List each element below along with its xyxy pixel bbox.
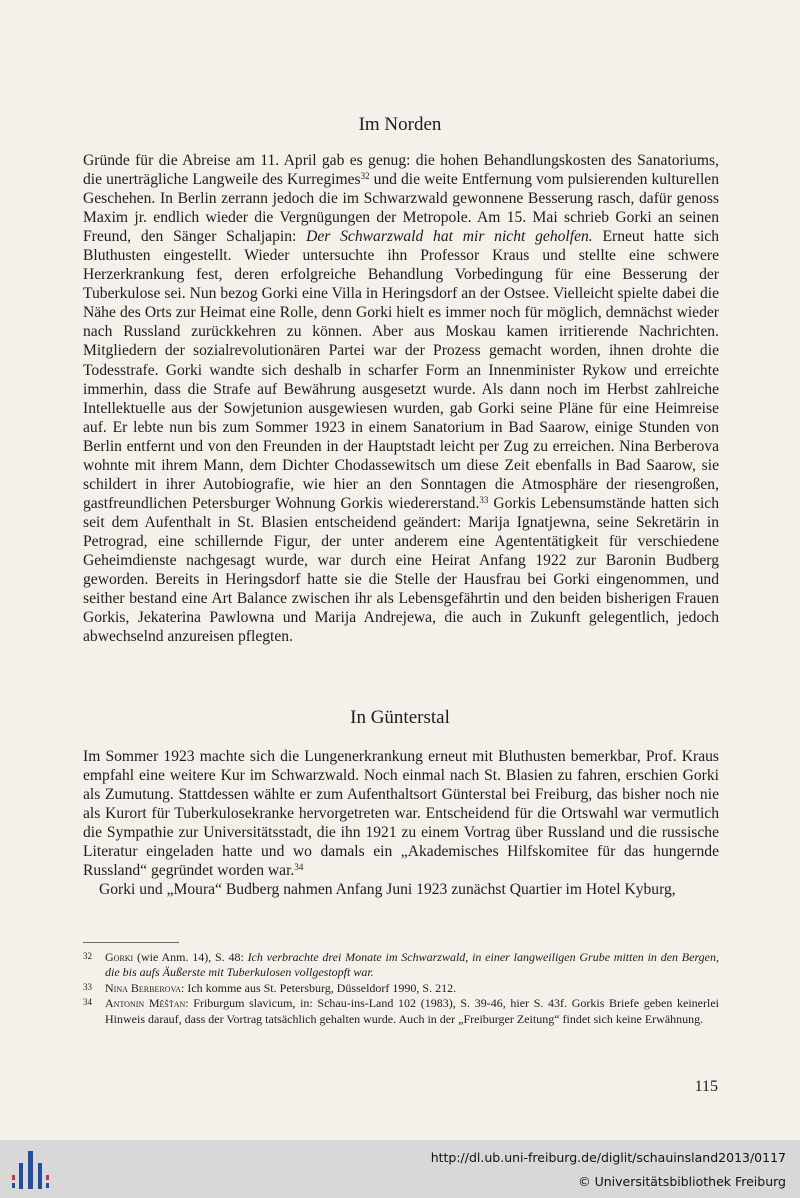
footnote-ref-33[interactable]: 33: [479, 494, 489, 505]
ub-freiburg-logo-icon[interactable]: [10, 1149, 52, 1191]
section-body-im-norden: [83, 151, 719, 646]
page-number: 115: [694, 1078, 718, 1095]
section-heading-im-norden: Im Norden: [358, 114, 442, 135]
footnote-34: 34 Antonin Měšťan: Friburgum slavicum, in: Schau-ins-Land 102 (1983), S. 39-46, hier S. 43f. Gorkis Briefe geben keinerlei Hinweis darauf, dass der Vortrag tatsächlich gehalten wurde. Auch in der „Freiburger Zeitung“ findet sich keine Erwähnung.: [83, 996, 719, 1026]
quote: Der Schwarzwald hat mir nicht geholfen.: [306, 228, 593, 246]
footnotes: [83, 950, 719, 1027]
footnote-33: 33 Nina Berberova: Ich komme aus St. Petersburg, Düsseldorf 1990, S. 212.: [83, 980, 457, 995]
viewer-footer-bar: [0, 1140, 800, 1198]
paragraph: Gorki und „Moura“ Budberg nahmen Anfang Juni 1923 zunächst Quartier im Hotel Kyburg,: [99, 881, 676, 899]
section-heading-in-guenterstal: In Günterstal: [350, 707, 450, 728]
footnote-divider: [83, 942, 179, 943]
paragraph: Gründe für die Abreise am 11. April gab es genug: die hohen Behandlungskosten des Sanatoriums, die unerträgliche Langweile des Kurregimes$^{32}$ und die weite Entfernung vom pulsierenden kulturellen Geschehen. In Berlin zerrann jedoch die im Schwarzwald gewonnene Besserung rasch, dafür genoss Maxim jr. endlich wieder die Vergnügungen der Metropole. Am 15. Mai schrieb Gorki an seinen Freund, den Sänger Schaljapin: Der Schwarzwald hat mir nicht geholfen. Erneut hatte sich Bluthusten eingestellt. Wieder untersuchte ihn Professor Kraus und stellte eine schwere Herzerkrankung fest, deren erfolgreiche Behandlung Vorbedingung für eine Besserung der Tuberkulose sei. Nun bezog Gorki eine Villa in Heringsdorf an der Ostsee. Vielleicht spielte dabei die Nähe des Orts zur Heimat eine Rolle, denn Gorki hielt es immer noch für möglich, demnächst wieder nach Russland zurückkehren zu können. Aber aus Moskau kamen irritierende Nachrichten. Mitgliedern der sozialrevolutionären Partei war der Prozess gemacht worden, ihnen drohte die Todesstrafe. Gorki wandte sich deshalb in scharfer Form an Innenminister Rykow und erreichte immerhin, dass die Strafe auf Bewährung ausgesetzt wurde. Als dann noch im Herbst zahlreiche Intellektuelle aus der Sowjetunion ausgewiesen wurden, gab Gorki seine Pläne für eine Heimreise auf. Er lebte nun bis zum Sommer 1923 in einem Sanatorium in Bad Saarow, einige Stunden von Berlin entfernt und von den Freunden in der Hauptstadt leicht per Zug zu erreichen. Nina Berberova wohnte mit ihrem Mann, dem Dichter Chodassewitsch um diese Zeit ebenfalls in Bad Saarow, sie schildert in ihrer Autobiografie, wie hier an den Sonntagen die Atmosphäre der riesengroßen, gastfreundlichen Petersburger Wohnung Gorkis wiedererstand.$^{33}$ Gorkis Lebensumstände hatten sich seit dem Aufenthalt in St. Blasien entscheidend geändert: Marija Ignatjewna, seine Sekretärin in Petrograd, eine schillernde Figur, der unter anderem eine Agententätigkeit für verschiedene Geheimdienste nachgesagt wurde, war durch eine Heirat Anfang 1922 zur Baronin Budberg geworden. Bereits in Heringsdorf hatte sie die Stelle der Hausfrau bei Gorki eingenommen, und seither bestand eine Art Balance zwischen ihr als Lebensgefährtin und den beiden bisherigen Frauen Gorkis, Jekaterina Pawlowna und Marija Andrejewa, die auch in Zukunft gelegentlich, jedoch abwechselnd anzureisen pflegten.: [83, 152, 719, 646]
paragraph: Im Sommer 1923 machte sich die Lungenerkrankung erneut mit Bluthusten bemerkbar, Prof. Kraus empfahl eine weitere Kur im Schwarzwald. Noch einmal nach St. Blasien zu fahren, erschien Gorki als Zumutung. Stattdessen wählte er zum Aufenthaltsort Günterstal bei Freiburg, das bisher noch nie als Kurort für Tuberkulosekranke hervorgetreten war. Entscheidend für die Ortswahl war vermutlich die Sympathie zur Universitätsstadt, die ihn 1921 zu einem Vortrag über Russland und die russische Literatur eingeladen hatte und wo damals ein „Akademisches Hilfskomitee für das hungernde Russland“ gegründet worden war.$^{34}$: [83, 748, 719, 880]
footnote-ref-34[interactable]: 34: [294, 862, 304, 873]
section-body-in-guenterstal: [83, 747, 719, 899]
footnote-32: 32 Gorki (wie Anm. 14), S. 48: Ich verbrachte drei Monate im Schwarzwald, in einer langweiligen Grube mitten in den Bergen, die bis aufs Äußerste mit Tuberkulosen vollgestopft war.: [83, 950, 719, 980]
permalink-url[interactable]: http://dl.ub.uni-freiburg.de/diglit/schauinsland2013/0117: [430, 1150, 786, 1165]
footnote-ref-32[interactable]: 32: [360, 171, 370, 182]
copyright-notice: © Universitätsbibliothek Freiburg: [578, 1174, 786, 1189]
